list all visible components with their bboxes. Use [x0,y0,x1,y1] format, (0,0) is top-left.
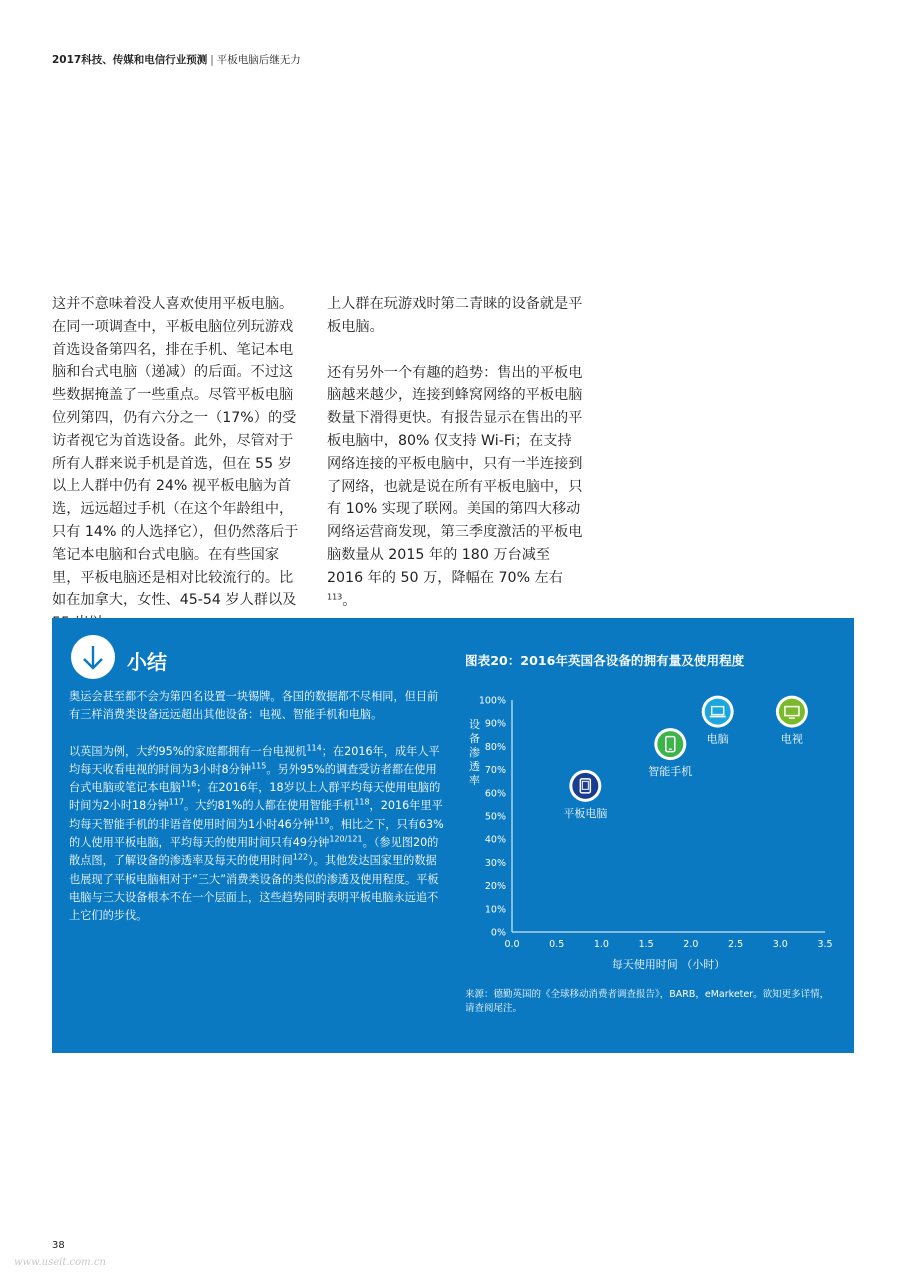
x-tick-label: 3.5 [817,939,833,950]
summary-text-segment: 。（参见图20的散点图，了解设备的渗透率及每天的使用时间 [69,836,439,868]
x-tick-label: 0.0 [504,939,520,950]
summary-text-segment: ）。其他发达国家里的数据也展现了平板电脑相对于“三大”消费类设备的类似的渗透及使用程度。平板电脑与三大设备根本不在一个层面上，这些趋势同时表明平板电脑永远追不上它们的步伐。 [69,854,439,923]
section-title: 平板电脑后继无力 [216,54,301,66]
footnote-ref: 122 [292,852,309,862]
data-point-label: 平板电脑 [563,806,608,820]
summary-text [69,688,447,944]
body-column-right [327,293,583,612]
page-number: 38 [52,1240,65,1251]
figure-title: 图表20：2016年英国各设备的拥有量及使用程度 [465,653,745,668]
y-tick-label: 100% [478,695,506,707]
summary-text-segment: 以英国为例，大约95%的家庭都拥有一台电视机 [69,744,307,758]
summary-text-segment: ；在2016年，18岁以上人群平均每天使用电脑的时间为2小时18分钟 [69,781,441,813]
summary-paragraph: 奥运会甚至都不会为第四名设置一块锡牌。各国的数据都不尽相同，但目前有三样消费类设备远远超出其他设备：电视、智能手机和电脑。 [69,690,439,722]
data-point-label: 电视 [780,732,803,746]
footnote-ref: 120/121 [329,834,363,844]
summary-text-segment: ；在2016年，成年人平均每天收看电视的时间为3小时8分钟 [69,744,440,776]
summary-paragraph [69,743,447,926]
body-column-left [52,293,306,635]
data-point-fill [779,699,805,725]
y-tick-label: 60% [484,788,506,800]
report-title: 2017科技、传媒和电信行业预测 [52,54,208,66]
summary-text-segment: 。大约81%的人都在使用智能手机 [183,799,355,813]
summary-title: 小结 [127,650,167,674]
watermark: www.useit.com.cn [14,1257,106,1268]
footnote-ref: 115 [251,761,267,771]
summary-text-segment: 。相比之下，只有63%的人使用平板电脑，平均每天的使用时间只有49分钟 [69,817,444,850]
x-tick-label: 1.0 [593,939,609,950]
data-point-fill [657,731,683,757]
paragraph [327,362,583,613]
figure-source: 来源：德勤英国的《全球移动消费者调查报告》，BARB，eMarketer。欲知更多详情，请查阅尾注。 [465,989,830,1014]
y-tick-label: 20% [484,881,506,893]
paragraph-text: 还有另外一个有趣的趋势：售出的平板电脑越来越少，连接到蜂窝网络的平板电脑数量下滑得更快。有报告显示在售出的平板电脑中，80% 仅支持 Wi-Fi；在支持网络连接的平板电脑中，只有一半连接到了网络，也就是说在所有平板电脑中，只有 10% 实现了联网。美国的第四大移动网络运营商发现，第三季度激活的平板电脑数量从 2015 年的 180 万台减至 2016 年的 50 万，降幅在 70% 左右 [327,364,583,586]
footnote-ref: 118 [354,797,370,807]
scatter-chart [447,684,847,984]
summary-text-segment: ，2016年里平均每天智能手机的非语音使用时间为1小时46分钟 [69,799,443,831]
data-point-fill [572,773,598,799]
footnote-ref: 113 [327,591,343,601]
y-tick-label: 70% [484,765,506,777]
data-point-label: 电脑 [706,732,729,746]
paragraph-end: 。 [342,592,357,609]
y-tick-label: 30% [484,857,506,869]
data-point-label: 智能手机 [648,765,693,779]
y-tick-label: 10% [484,904,506,916]
y-tick-label: 80% [484,741,506,753]
x-tick-label: 2.0 [683,939,699,950]
y-axis-label: 设备渗透率 [469,718,480,787]
footnote-ref: 119 [314,816,330,826]
summary-text-segment: 。另外95%的调查受访者都在使用台式电脑或笔记本电脑 [69,762,437,795]
y-tick-label: 0% [490,927,506,939]
paragraph: 上人群在玩游戏时第二青睐的设备就是平板电脑。 [327,296,583,335]
footnote-ref: 117 [168,797,184,807]
y-tick-label: 40% [484,834,506,846]
paragraph: 这并不意味着没人喜欢使用平板电脑。在同一项调查中，平板电脑位列玩游戏首选设备第四名，排在手机、笔记本电脑和台式电脑（递减）的后面。不过这些数据掩盖了一些重点。尽管平板电脑位列第四，仍有六分之一（17%）的受访者视它为首选设备。此外，尽管对于所有人群来说手机是首选，但在 55 岁以上人群中仍有 24% 视平板电脑为首选，远远超过手机（在这个年龄组中，只有 14% 的人选择它），但仍然落后于笔记本电脑和台式电脑。在有些国家里，平板电脑还是相对比较流行的。比如在加拿大，女性、45-54 岁人群以及 [52,296,299,609]
x-tick-label: 1.5 [638,939,654,950]
y-tick-label: 90% [484,718,506,730]
y-tick-label: 50% [484,811,506,823]
down-arrow-icon [71,635,115,679]
x-tick-label: 3.0 [772,939,788,950]
header-separator: | [210,54,214,66]
summary-box [52,618,854,1053]
x-axis-label: 每天使用时间 （小时） [611,958,726,971]
footnote-ref: 116 [180,779,197,789]
x-tick-label: 2.5 [728,939,744,950]
data-point-fill [705,699,731,725]
x-tick-label: 0.5 [549,939,565,950]
running-header [52,52,301,67]
footnote-ref: 114 [306,742,322,752]
